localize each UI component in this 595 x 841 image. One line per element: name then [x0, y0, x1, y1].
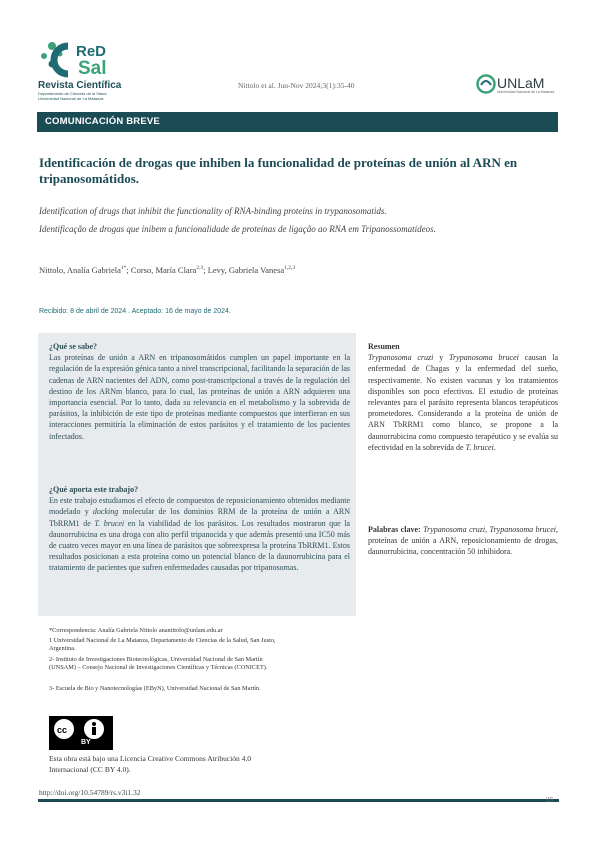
logo-word-red: ReD — [76, 43, 107, 60]
text-em: Trypanosoma cruzi, Trypanosoma brucei — [420, 525, 556, 534]
author-affil: 2,3 — [196, 265, 204, 272]
author-name: Levy, Gabriela Vanesa — [207, 265, 285, 275]
text-span: En este trabajo estudiamos el efecto de compuestos de reposicionamiento obtenidos mediante modelado y — [49, 496, 350, 517]
article-title: Identificación de drogas que inhiben la funcionalidad de proteínas de unión al ARN en tripanosomátidos. — [39, 155, 518, 186]
text-em: Trypanosoma cruzi — [368, 353, 434, 363]
summary-answer-2 — [49, 495, 350, 573]
section-label: COMUNICACIÓN BREVE — [45, 116, 160, 127]
text-em: docking — [92, 507, 119, 517]
text-em: T. brucei — [465, 442, 494, 452]
article-title-pt: Identificação de drogas que inibem a funcionalidade de proteínas de ligação ao RNA em Tripanossomatídeos. — [39, 224, 436, 234]
journal-dept: Departamento de Ciencias de la Salud — [38, 91, 107, 96]
text-span: , proteínas de unión a ARN, reposicionamiento de drogas, daunorrubicina, concentración 50 inhibidora. — [368, 525, 558, 557]
text-span: causan la enfermedad de Chagas y la enfermedad del sueño, respectivamente. No existen vacunas y los tratamientos disponibles son poco efectivos. El estudio de proteínas relevantes para el parásito representa blancos terapéuticos prometedores. Considerando a la proteína de unión de ARN TbRRM1 como blanco, se propone a la daunorrubicina como compuesto terapéutico y se evalúa su efectividad en la sobrevida de — [368, 353, 559, 452]
text-span: y — [433, 353, 450, 363]
article-title-en: Identification of drugs that inhibit the functionality of RNA-binding proteins in trypanosomatids. — [39, 206, 387, 216]
cc-by-label: BY — [81, 739, 91, 746]
svg-text:cc: cc — [57, 725, 68, 735]
text-span: . — [493, 442, 496, 452]
footnote-affiliation-1: 1 Universidad Nacional de La Matanza, Departamento de Ciencias de la Salud, San Justo, Argentina. — [49, 637, 276, 653]
text-em: T. brucei — [94, 518, 125, 528]
cc-by-badge[interactable] — [49, 716, 113, 750]
abstract-body — [368, 352, 558, 453]
abstract-heading: Resumen — [368, 342, 400, 351]
received-accepted-dates: Recibido: 8 de abril de 2024 . Aceptado: 16 de mayo de 2024. — [39, 308, 231, 315]
author-name: Corso, María Clara — [130, 265, 197, 275]
logo-word-sal: Sal — [78, 58, 107, 79]
author-affil: 1,2,3 — [284, 265, 296, 272]
attribution-icon — [83, 718, 105, 740]
running-citation: Nittolo et al. Jun-Nov 2024;3(1):35-40 — [238, 81, 355, 90]
author-name: Nittolo, Analía Gabriela — [39, 265, 121, 275]
text-em: Trypanosoma brucei — [449, 353, 519, 363]
unlam-wordmark: UNLaM — [497, 75, 545, 91]
keywords — [368, 524, 558, 558]
author-affil: 1* — [120, 265, 127, 272]
cc-icon — [53, 718, 75, 740]
authors: Nittolo, Analía Gabriela$^{1*}$; Corso, María Clara$^{2,3}$; Levy, Gabriela Vanesa$^{1,2,3}$ — [39, 265, 296, 275]
footnote-correspondence: *Correspondencia: Analía Gabriela Nittolo ananittolo@unlam.edu.ar — [49, 627, 223, 634]
keywords-label: Palabras clave: — [368, 525, 421, 534]
text-span: molecular de los dominios RRM de la proteína de unión a ARN TbRRM1 de — [49, 507, 351, 528]
journal-name: Revista Científica — [38, 80, 122, 91]
footnote-affiliation-2: 2- Instituto de Investigaciones Biotecnológicas, Universidad Nacional de San Martín (UNSAM) – Consejo Nacional de Investigaciones Científicas y Técnicas (CONICET). — [49, 656, 268, 672]
abstract — [368, 341, 558, 453]
footer-rule — [38, 799, 559, 802]
page-number: 35 — [546, 795, 554, 804]
journal-subtitle — [38, 91, 148, 101]
summary-contribution — [49, 484, 350, 574]
unlam-subtitle: Universidad Nacional de La Matanza — [497, 90, 555, 94]
summary-question-2: ¿Qué aporta este trabajo? — [49, 485, 139, 494]
summary-answer-1: Las proteínas de unión a ARN en tripanosomátidos cumplen un papel importante en la regulación de la expresión génica tanto a nivel transcripcional, facilitando la separación de las cadenas de ARN nacientes del ADN, como post-transcripcional a través de la regulación del destino de los ARNm blanco, para lo cual, las proteínas de unión a ARN adquieren una importancia esencial. Por lo tanto, dada su relevancia en el metabolismo y la sobrevida de parásitos, la inhibición de este tipo de proteínas mediante compuestos que interfieran en sus interacciones permitiría la eliminación de estos parásitos y el tratamiento de los pacientes infectados. — [49, 353, 350, 441]
journal-univ: Universidad Nacional de La Matanza — [38, 96, 104, 101]
summary-question-1: ¿Qué se sabe? — [49, 342, 97, 351]
summary-what-is-known — [49, 341, 350, 442]
footnote-affiliation-3: 3- Escuela de Bio y Nanotecnologías (EByN), Universidad Nacional de San Martín. — [49, 685, 261, 692]
text-span: en la viabilidad de los parásitos. Los resultados mostraron que la daunorrubicina es una droga con alto perfil tripanocida y que además presentó una IC50 más de cuatro veces mayor en una línea de parásitos que sobreexpresa la proteína TbRRM1. Estos resultados posicionan a esta proteína como un potencial blanco de la daunorrubicina para el tratamiento de pacientes que sufren enfermedades causadas por tripanosomas. — [49, 518, 350, 573]
doi-link[interactable]: http://doi.org/10.54789/rs.v3i1.32 — [39, 788, 141, 797]
unlam-logo-icon — [476, 74, 496, 94]
license-text: Esta obra está bajo una Licencia Creative Commons Atribución 4.0 Internacional (CC BY 4.0). — [49, 754, 252, 774]
